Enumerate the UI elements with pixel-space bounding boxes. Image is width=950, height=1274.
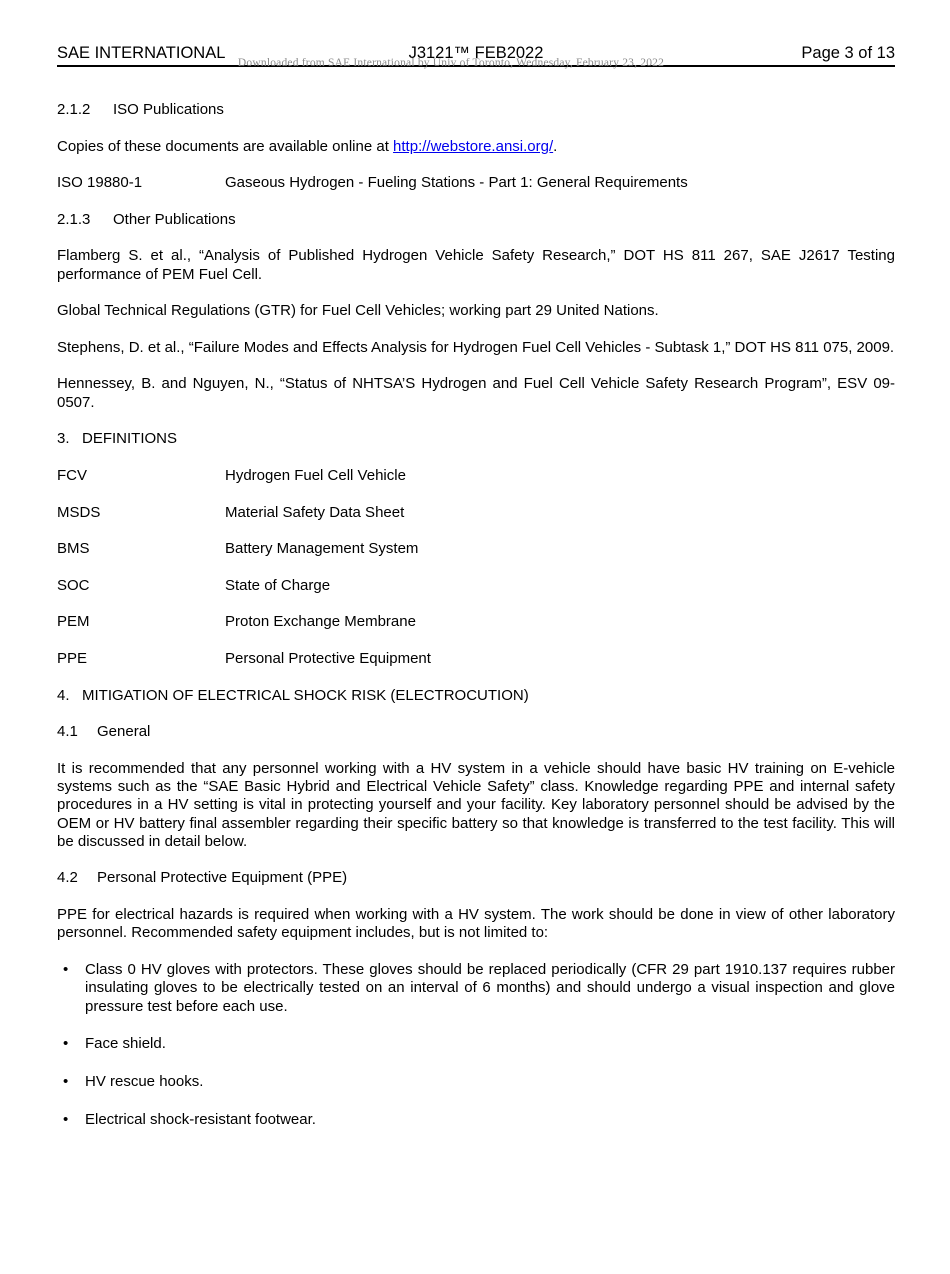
- reference-paragraph: Flamberg S. et al., “Analysis of Published Hydrogen Vehicle Safety Research,” DOT HS 811 267, SAE J2617 Testing performance of PEM Fuel Cell.: [57, 247, 895, 283]
- definition-text: Battery Management System: [225, 540, 419, 558]
- reference-row-iso19880: [57, 174, 895, 192]
- section-heading-2-1-2: [57, 101, 895, 119]
- definition-row: [57, 467, 895, 485]
- section-heading-3: [57, 430, 895, 448]
- bullet-text: Electrical shock-resistant footwear.: [85, 1110, 316, 1128]
- definition-text: State of Charge: [225, 576, 331, 594]
- section-number: 4.1: [57, 723, 78, 741]
- section-heading-4: [57, 687, 895, 705]
- bullet-item: [57, 1035, 895, 1053]
- section-title: Personal Protective Equipment (PPE): [97, 869, 348, 887]
- definition-term: PEM: [57, 613, 90, 631]
- document-body: [57, 101, 895, 1129]
- bullet-text: Class 0 HV gloves with protectors. These gloves should be replaced periodically (CFR 29 part 1910.137 requires rubber insulating gloves to be electrically tested on an interval of 6 months) and should undergo a visual inspection and glove pressure test before each use.: [85, 960, 895, 1015]
- definition-row: [57, 577, 895, 595]
- definition-term: FCV: [57, 466, 87, 484]
- header-page-number: Page 3 of 13: [801, 44, 895, 62]
- definition-row: [57, 504, 895, 522]
- section-number: 3.: [57, 430, 70, 448]
- page: [0, 44, 950, 1274]
- definition-term: BMS: [57, 540, 90, 558]
- definition-text: Material Safety Data Sheet: [225, 503, 405, 521]
- paragraph-ppe-intro: PPE for electrical hazards is required when working with a HV system. The work should be done in view of other laboratory personnel. Recommended safety equipment includes, but is not limited to:: [57, 906, 895, 942]
- reference-paragraph: Global Technical Regulations (GTR) for Fuel Cell Vehicles; working part 29 United Nations.: [57, 302, 659, 320]
- definition-row: [57, 540, 895, 558]
- reference-paragraph: Hennessey, B. and Nguyen, N., “Status of NHTSA’S Hydrogen and Fuel Cell Vehicle Safety Research Program”, ESV 09-0507.: [57, 375, 895, 411]
- section-number: 2.1.3: [57, 210, 91, 228]
- reference-title: Gaseous Hydrogen - Fueling Stations - Part 1: General Requirements: [225, 174, 688, 192]
- bullet-item: [57, 961, 895, 1016]
- paragraph-copies-available: [57, 138, 895, 156]
- section-title: General: [97, 723, 151, 741]
- section-title: ISO Publications: [113, 101, 224, 118]
- section-number: 4.: [57, 686, 70, 704]
- section-heading-2-1-3: [57, 211, 895, 229]
- definition-text: Proton Exchange Membrane: [225, 613, 416, 631]
- download-watermark-note: Downloaded from SAE International by Univ of Toronto, Wednesday, February 23, 2022: [237, 57, 665, 69]
- header-doc-number: J3121™ FEB2022: [408, 44, 544, 62]
- reference-paragraph: Stephens, D. et al., “Failure Modes and Effects Analysis for Hydrogen Fuel Cell Vehicles - Subtask 1,” DOT HS 811 075, 2009.: [57, 338, 895, 356]
- bullet-item: [57, 1111, 895, 1129]
- definition-text: Hydrogen Fuel Cell Vehicle: [225, 466, 406, 484]
- section-heading-4-2: [57, 869, 895, 887]
- paragraph-general: It is recommended that any personnel working with a HV system in a vehicle should have basic HV training on E-vehicle systems such as the “SAE Basic Hybrid and Electrical Vehicle Safety” class. Knowledge regarding PPE and internal safety procedures in a HV setting is vital in protecting yourself and your facility. Key laboratory personnel should be advised by the OEM or HV battery final assembler regarding their specific battery so that knowledge is transferred to the test facility. This will be discussed in detail below.: [57, 759, 895, 850]
- definition-row: [57, 650, 895, 668]
- definition-text: Personal Protective Equipment: [225, 649, 431, 667]
- definition-term: PPE: [57, 649, 88, 667]
- bullet-icon: •: [63, 960, 69, 978]
- section-heading-4-1: [57, 723, 895, 741]
- copies-text-before: Copies of these documents are available online at: [57, 137, 394, 155]
- bullet-icon: •: [63, 1035, 69, 1053]
- definition-term: MSDS: [57, 503, 101, 521]
- section-title: DEFINITIONS: [82, 430, 178, 448]
- section-number: 2.1.2: [57, 101, 91, 118]
- webstore-link[interactable]: http://webstore.ansi.org/: [393, 137, 554, 155]
- copies-text-after: .: [553, 137, 558, 155]
- bullet-icon: •: [63, 1110, 69, 1128]
- reference-code: ISO 19880-1: [57, 174, 143, 192]
- bullet-icon: •: [63, 1073, 69, 1091]
- section-title: MITIGATION OF ELECTRICAL SHOCK RISK (ELECTROCUTION): [82, 686, 529, 704]
- header-publisher: SAE INTERNATIONAL: [57, 44, 226, 62]
- section-number: 4.2: [57, 869, 78, 887]
- definition-term: SOC: [57, 576, 90, 594]
- section-title: Other Publications: [113, 210, 236, 228]
- definition-row: [57, 613, 895, 631]
- bullet-text: Face shield.: [85, 1035, 166, 1053]
- bullet-item: [57, 1073, 895, 1091]
- bullet-text: HV rescue hooks.: [85, 1073, 204, 1091]
